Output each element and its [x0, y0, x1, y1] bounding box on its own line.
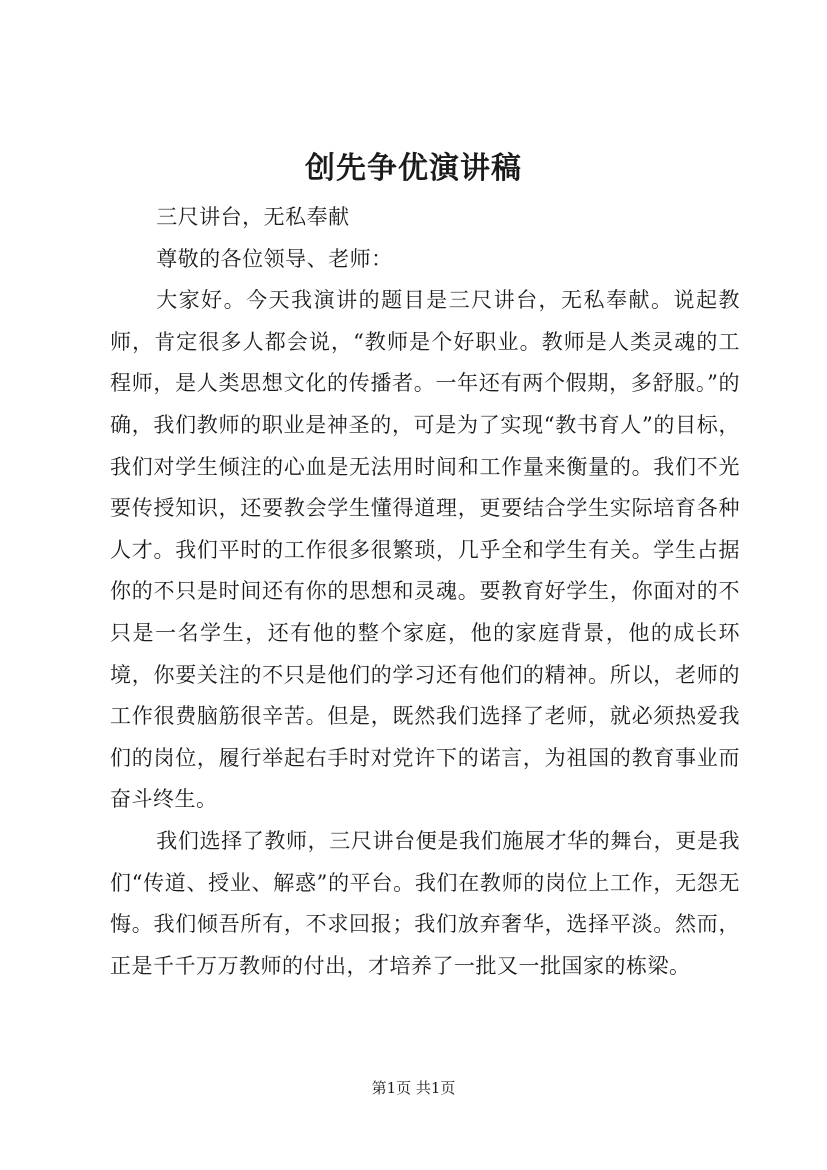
subtitle-line: 三尺讲台，无私奉献	[156, 205, 350, 229]
page-number-footer: 第1页 共1页	[371, 1079, 456, 1097]
salutation-line: 尊敬的各位领导、老师：	[156, 246, 393, 271]
body-paragraph: 大家好。今天我演讲的题目是三尺讲台，无私奉献。说起教师，肯定很多人都会说，“教师是个好职业。教师是人类灵魂的工程师，是人类思想文化的传播者。一年还有两个假期，多舒服。”的确，我们教师的职业是神圣的，可是为了实现“教书育人”的目标，我们对学生倾注的心血是无法用时间和工作量来衡量的。我们不光要传授知识，还要教会学生懂得道理，更要结合学生实际培育各种人才。我们平时的工作很多很繁琐，几乎全和学生有关。学生占据你的不只是时间还有你的思想和灵魂。要教育好学生，你面对的不只是一名学生，还有他的整个家庭，他的家庭背景，他的成长环境，你要关注的不只是他们的学习还有他们的精神。所以，老师的工作很费脑筋很辛苦。但是，既然我们选择了老师，就必须热爱我们的岗位，履行举起右手时对党许下的诺言，为祖国的教育事业而奋斗终生。	[110, 288, 740, 812]
document-title: 创先争优演讲稿	[305, 151, 522, 186]
body-paragraph: 我们选择了教师，三尺讲台便是我们施展才华的舞台，更是我们“传道、授业、解惑”的平台。我们在教师的岗位上工作，无怨无悔。我们倾吾所有，不求回报；我们放弃奢华，选择平淡。然而，正是千千万万教师的付出，才培养了一批又一批国家的栋梁。	[110, 828, 740, 978]
document-body	[110, 197, 740, 987]
